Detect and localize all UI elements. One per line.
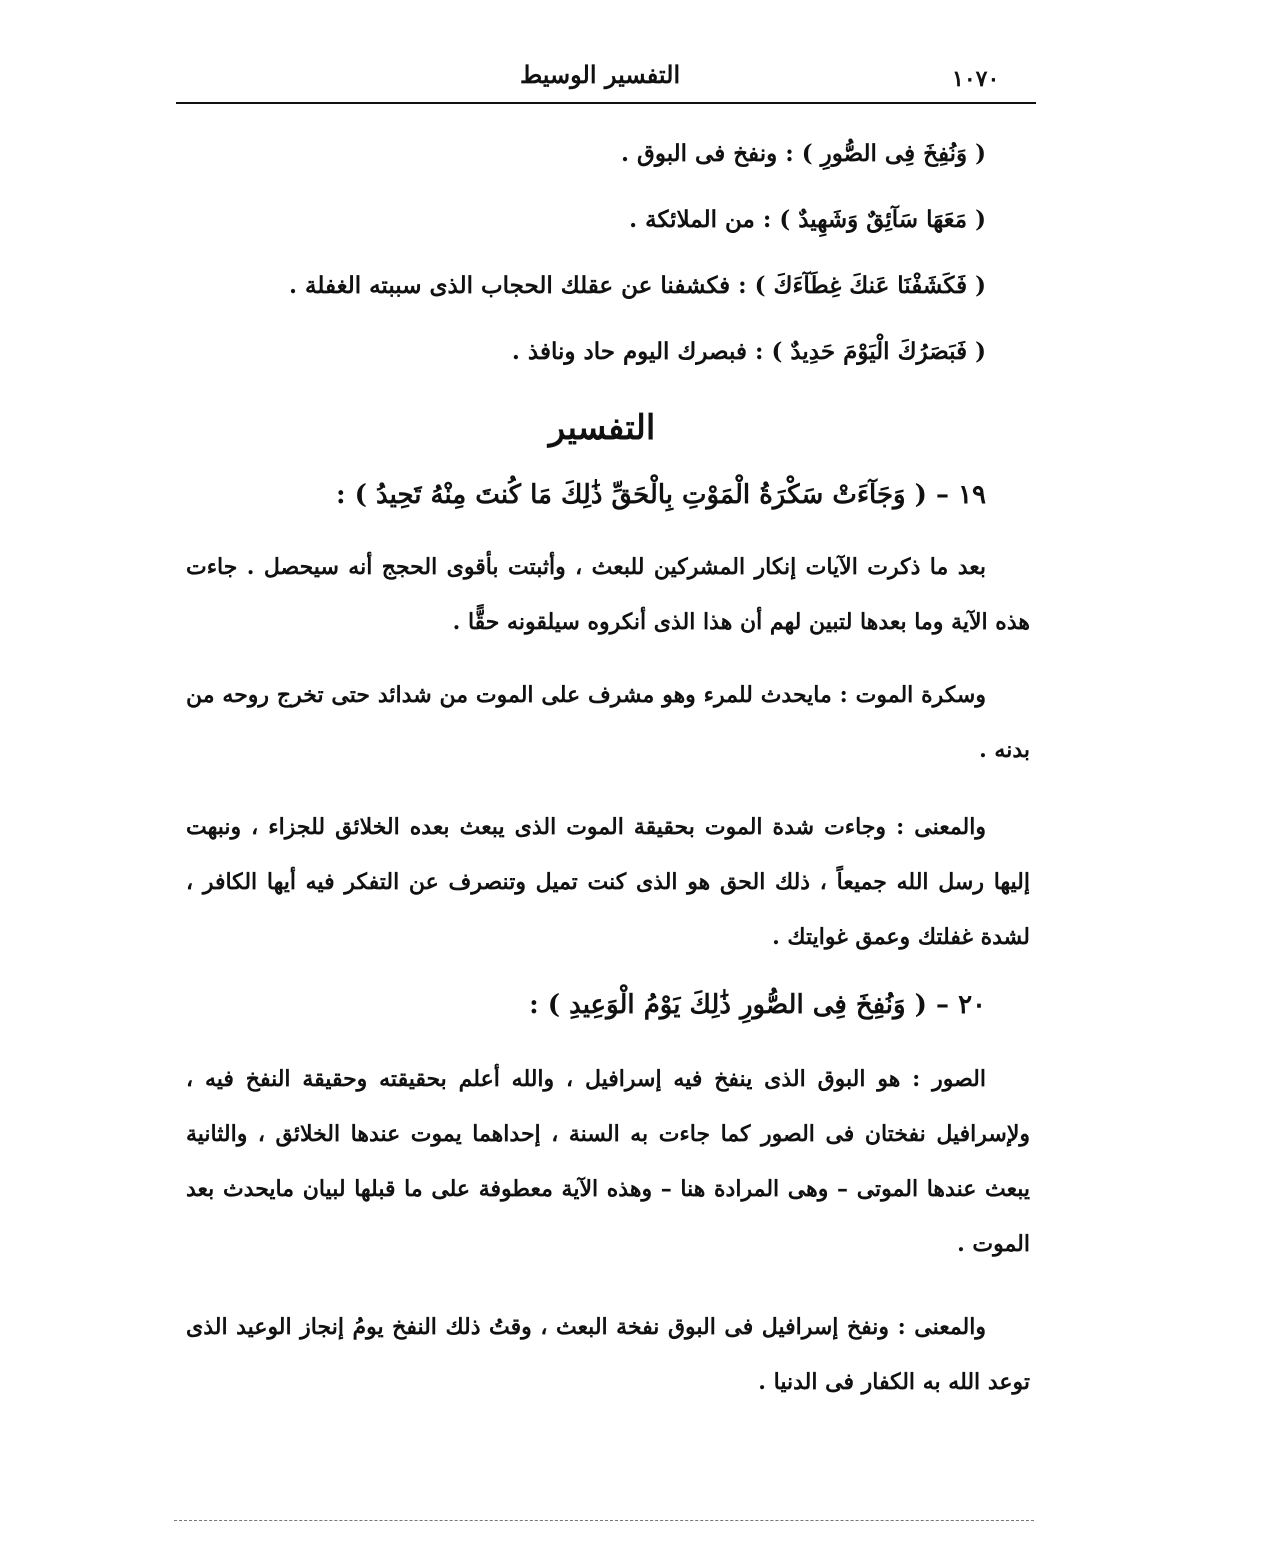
paragraph: بعد ما ذكرت الآيات إنكار المشركين للبعث ، وأثبتت بأقوى الحجج أنه سيحصل . جاءت هذه الآية وما بعدها لتبين لهم أن هذا الذى أنكروه سيلقونه حقًّا .	[186, 554, 1030, 635]
paragraph: والمعنى : وجاءت شدة الموت بحقيقة الموت الذى يبعث بعده الخلائق للجزاء ، ونبهت إليها رسل الله جميعاً ، ذلك الحق هو الذى كنت تميل وتنصرف عن التفكر فيه أيها الكافر ، لشدة غفلتك وعمق غوايتك .	[186, 814, 1030, 950]
running-title: التفسير الوسيط	[520, 60, 681, 89]
gloss-line: ( وَنُفِخَ فِى الصُّورِ ) : ونفخ فى البوق .	[620, 140, 986, 167]
paragraph: وسكرة الموت : مايحدث للمرء وهو مشرف على الموت من شدائد حتى تخرج روحه من بدنه .	[186, 682, 1030, 763]
paragraph: والمعنى : ونفخ إسرافيل فى البوق نفخة البعث ، وقتُ ذلك النفخ يومُ إنجاز الوعيد الذى توعد الله به الكفار فى الدنيا .	[186, 1314, 1030, 1395]
verse-heading-20: ٢٠ – ( وَنُفِخَ فِى الصُّورِ ذَٰلِكَ يَوْمُ الْوَعِيدِ ) :	[529, 990, 986, 1020]
page-number: ١٠٧٠	[952, 66, 1000, 92]
gloss-line: ( فَبَصَرُكَ الْيَوْمَ حَدِيدٌ ) : فبصرك اليوم حاد ونافذ .	[511, 338, 986, 365]
header-rule	[176, 102, 1036, 104]
gloss-line: ( مَعَهَا سَآئِقٌ وَشَهِيدٌ ) : من الملائكة .	[629, 206, 986, 233]
verse-heading-19: ١٩ – ( وَجَآءَتْ سَكْرَةُ الْمَوْتِ بِالْحَقِّ ذَٰلِكَ مَا كُنتَ مِنْهُ تَحِيدُ ) :	[335, 480, 986, 510]
gloss-line: ( فَكَشَفْنَا عَنكَ غِطَآءَكَ ) : فكشفنا عن عقلك الحجاب الذى سببته الغفلة .	[289, 272, 986, 299]
section-heading: التفسير	[548, 408, 656, 448]
paragraph: الصور : هو البوق الذى ينفخ فيه إسرافيل ، والله أعلم بحقيقته وحقيقة النفخ فيه ، ولإسرافيل نفختان فى الصور كما جاءت به السنة ، إحداهما يموت عندها الخلائق ، والثانية يبعث عندها الموتى – وهى المرادة هنا – وهذه الآية معطوفة على ما قبلها لبيان مايحدث بعد الموت .	[186, 1066, 1030, 1257]
footer-rule	[174, 1520, 1034, 1521]
